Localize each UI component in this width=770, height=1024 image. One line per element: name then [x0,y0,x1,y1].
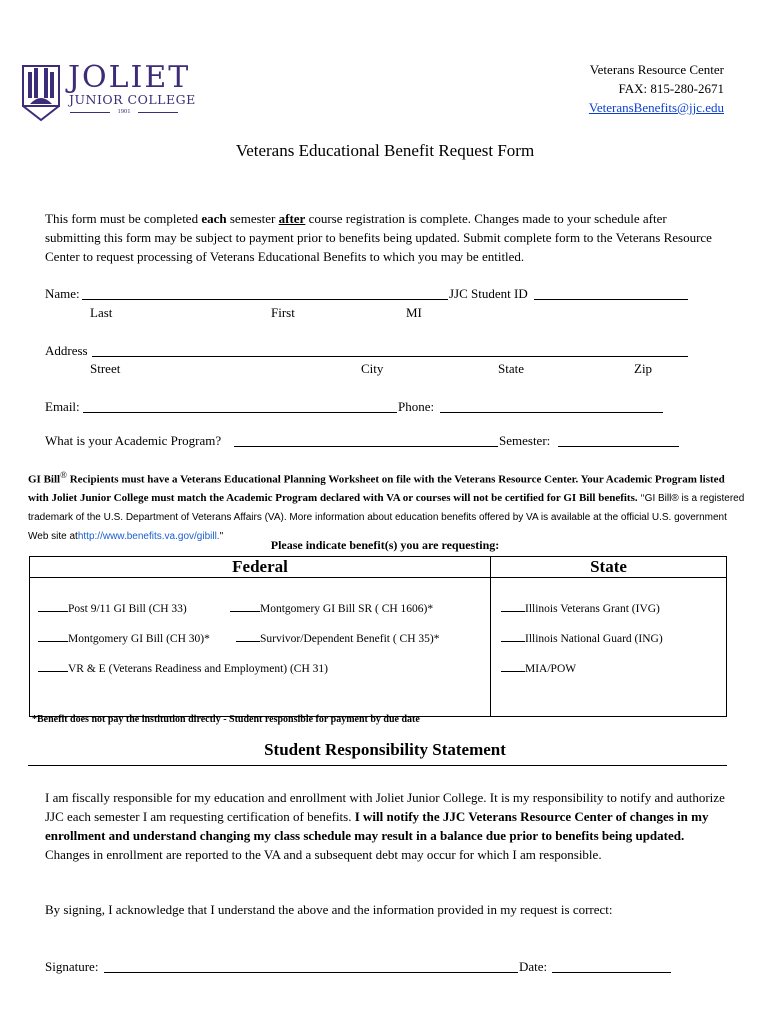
acknowledgement: By signing, I acknowledge that I understand the above and the information provided in my request is correct: [45,902,613,917]
signature-label: Signature: [45,959,99,974]
post911-label: Post 9/11 GI Bill (CH 33) [68,603,187,615]
first-name-hint: First [271,305,295,320]
address-field[interactable] [92,343,688,357]
ivg-option[interactable] [501,600,660,615]
address-label: Address [45,343,88,358]
gi-bill-requirement: Recipients must have a Veterans Educational Planning Worksheet on file with the Veterans Resource Center. Your Academic Program listed with Joliet Junior College must match the Academic Program declared with VA or courses will not be certified for GI Bill benefits. [28,473,725,504]
name-label: Name: [45,286,80,301]
checkbox-line[interactable] [38,660,68,672]
page-title: Veterans Educational Benefit Request Form [235,141,535,160]
benefits-table [29,556,727,725]
survivor-label: Survivor/Dependent Benefit ( CH 35)* [260,633,440,645]
contact-fax: FAX: 815-280-2671 [618,81,724,96]
registered-mark: ® [60,470,67,480]
ing-label: Illinois National Guard (ING) [525,633,663,645]
ing-option[interactable] [501,630,663,645]
checkbox-line[interactable] [501,600,525,612]
student-id-field[interactable] [534,286,688,300]
federal-header: Federal [30,557,491,578]
state-options-cell [491,578,727,717]
email-label: Email: [45,399,80,414]
statement-text: Changes in enrollment are reported to the VA and a subsequent debt may occur for which I am responsible. [45,847,602,862]
checkbox-line[interactable] [501,630,525,642]
statement-text: I am fiscally responsible for my education and enrollment with Joliet Junior College. It is my responsibility to notify and authorize JJC each semester I am requesting certification of benefits. [45,790,725,824]
federal-options-cell [30,578,491,725]
middle-initial-hint: MI [406,305,422,320]
phone-field[interactable] [440,399,663,413]
gi-bill-notice [28,466,748,546]
intro-text: This form must be completed [45,211,202,226]
contact-center: Veterans Resource Center [589,62,724,77]
mgib-sr-label: Montgomery GI Bill SR ( CH 1606)* [260,603,434,615]
semester-label: Semester: [499,433,551,448]
intro-text: course registration is complete. Changes made to your schedule after submitting this form may be subject to payment prior to benefits being updated. Submit complete form to the Veterans Resource Center to request processing of Veterans Educational Benefits to which you may be entitled. [45,211,712,264]
ivg-label: Illinois Veterans Grant (IVG) [525,603,660,615]
zip-hint: Zip [634,361,653,376]
street-hint: Street [90,361,121,376]
mgib-sr-option[interactable] [230,600,433,615]
logo-wordmark: JOLIET [68,60,191,95]
program-field[interactable] [234,433,498,447]
city-hint: City [361,361,384,376]
statement-bold: I will notify the JJC Veterans Resource Center of changes in my enrollment and understand changing my class schedule may result in a balance due prior to benefits being updated. [45,809,709,843]
date-field[interactable] [552,959,671,973]
checkbox-line[interactable] [230,600,260,612]
checkbox-line[interactable] [501,660,525,672]
logo-year: 1901 [117,108,131,115]
vre-option[interactable] [38,660,328,675]
intro-after: after [278,211,306,226]
state-header: State [491,557,727,578]
program-label: What is your Academic Program? [45,433,222,448]
contact-email-link[interactable]: VeteransBenefits@jjc.edu [588,100,724,115]
vre-label: VR & E (Veterans Readiness and Employment) (CH 31) [68,663,328,675]
email-field[interactable] [83,399,397,413]
mgib-option[interactable] [38,630,210,645]
logo-subtitle: JUNIOR COLLEGE [69,92,196,107]
statement-paragraph [45,788,725,864]
quote-end: " [219,530,224,542]
phone-label: Phone: [398,399,435,414]
contact-block [589,60,724,117]
name-field[interactable] [82,286,448,300]
intro-text: semester [226,211,279,226]
benefit-footnote: *Benefit does not pay the institution directly - Student responsible for payment by due date [32,714,420,725]
mia-option[interactable] [501,660,576,675]
gibill-link[interactable]: http://www.benefits.va.gov/gibill. [77,530,220,542]
signature-field[interactable] [104,959,518,973]
gi-bill-trademark: ‘‘GI Bill® is a registered trademark of the U.S. Department of Veterans Affairs (VA). More information about education benefits offered by VA is available at the official U.S. government Web site at [28,492,745,542]
semester-field[interactable] [558,433,679,447]
mia-label: MIA/POW [525,663,577,675]
gi-bill-mark: GI Bill [28,473,61,486]
mgib-label: Montgomery GI Bill (CH 30)* [68,633,210,645]
benefit-instruction: Please indicate benefit(s) you are requesting: [270,538,500,552]
date-label: Date: [519,959,548,974]
last-name-hint: Last [90,305,113,320]
post911-option[interactable] [38,600,187,615]
intro-paragraph [45,209,725,266]
college-seal-icon [22,64,60,122]
statement-title: Student Responsibility Statement [264,740,506,759]
checkbox-line[interactable] [38,600,68,612]
survivor-option[interactable] [236,630,440,645]
checkbox-line[interactable] [38,630,68,642]
state-hint: State [498,361,524,376]
intro-each: each [201,211,227,226]
student-id-label: JJC Student ID [449,286,528,301]
checkbox-line[interactable] [236,630,260,642]
statement-divider [28,765,727,766]
